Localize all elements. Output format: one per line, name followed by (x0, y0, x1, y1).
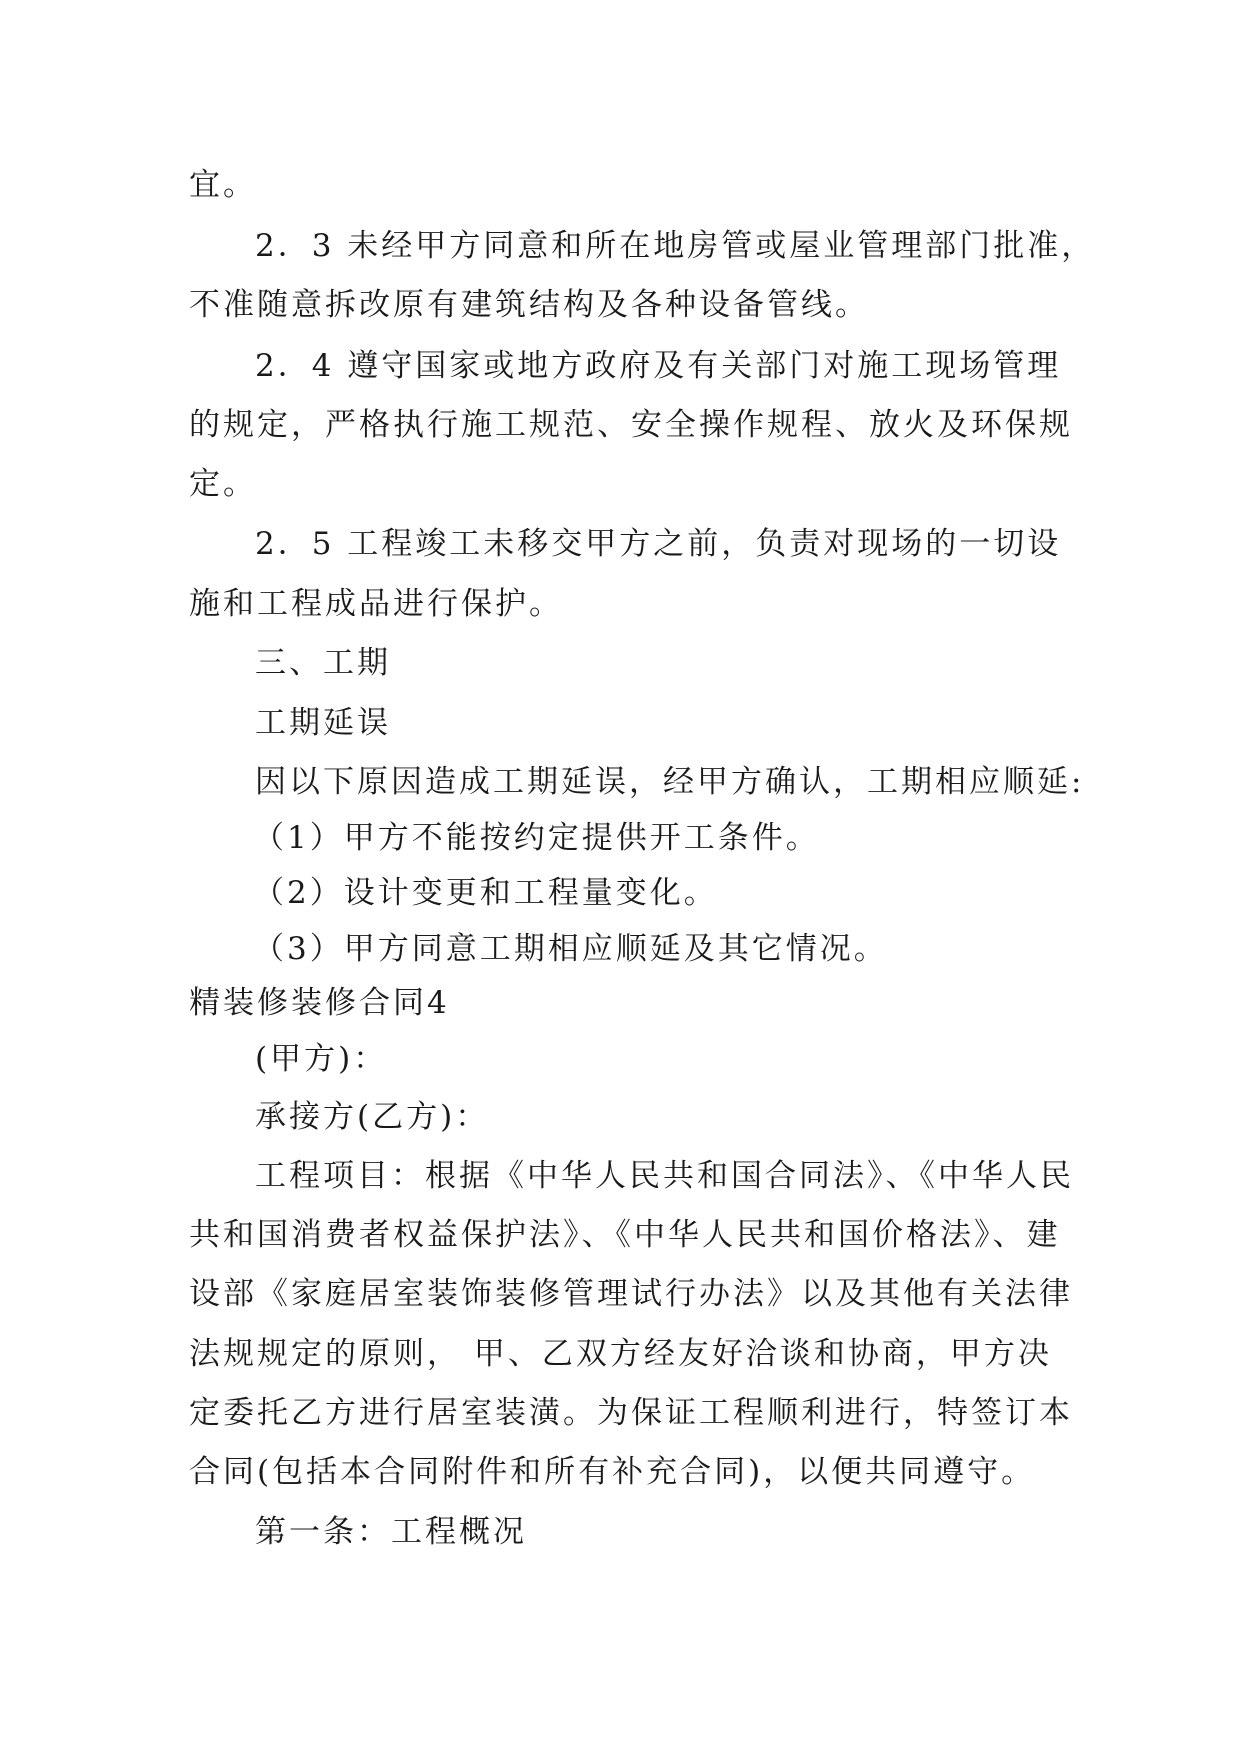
contract-title: 精装修装修合同4 (189, 985, 450, 1021)
clause-2-4-line-3: 定。 (189, 466, 257, 502)
clause-2-4-line-2: 的规定，严格执行施工规范、安全操作规程、放火及环保规 (189, 407, 1073, 443)
project-paragraph-line-1: 工程项目：根据《中华人民共和国合同法》、《中华人民 (255, 1158, 1074, 1194)
clause-2-5-line-1: 2．5 工程竣工未移交甲方之前，负责对现场的一切设 (255, 526, 1062, 562)
delay-intro: 因以下原因造成工期延误，经甲方确认，工期相应顺延: (255, 764, 1085, 800)
delay-item-1: （1）甲方不能按约定提供开工条件。 (253, 820, 820, 856)
article-1-heading: 第一条：工程概况 (255, 1514, 527, 1550)
project-paragraph-line-3: 设部《家庭居室装饰装修管理试行办法》以及其他有关法律 (189, 1276, 1073, 1312)
subheading-delay: 工期延误 (255, 705, 391, 741)
project-paragraph-line-5: 定委托乙方进行居室装潢。为保证工程顺利进行，特签订本 (189, 1395, 1073, 1431)
project-paragraph-line-2: 共和国消费者权益保护法》、《中华人民共和国价格法》、建 (189, 1217, 1061, 1253)
project-paragraph-line-6: 合同(包括本合同附件和所有补充合同)，以便共同遵守。 (189, 1454, 1036, 1490)
delay-item-3: （3）甲方同意工期相应顺延及其它情况。 (253, 931, 888, 967)
text-line: 宜。 (189, 167, 257, 203)
project-paragraph-line-4: 法规规定的原则， 甲、乙双方经友好洽谈和协商，甲方决 (189, 1336, 1052, 1372)
section-heading-schedule: 三、工期 (255, 645, 391, 681)
clause-2-5-line-2: 施和工程成品进行保护。 (189, 586, 563, 622)
clause-2-4-line-1: 2．4 遵守国家或地方政府及有关部门对施工现场管理 (255, 348, 1062, 384)
party-b-label: 承接方(乙方)： (255, 1099, 490, 1135)
clause-2-3-line-2: 不准随意拆改原有建筑结构及各种设备管线。 (189, 287, 869, 323)
delay-item-2: （2）设计变更和工程量变化。 (253, 875, 718, 911)
clause-2-3-line-1: 2．3 未经甲方同意和所在地房管或屋业管理部门批准， (255, 228, 1096, 264)
party-a-label: (甲方)： (255, 1041, 388, 1077)
